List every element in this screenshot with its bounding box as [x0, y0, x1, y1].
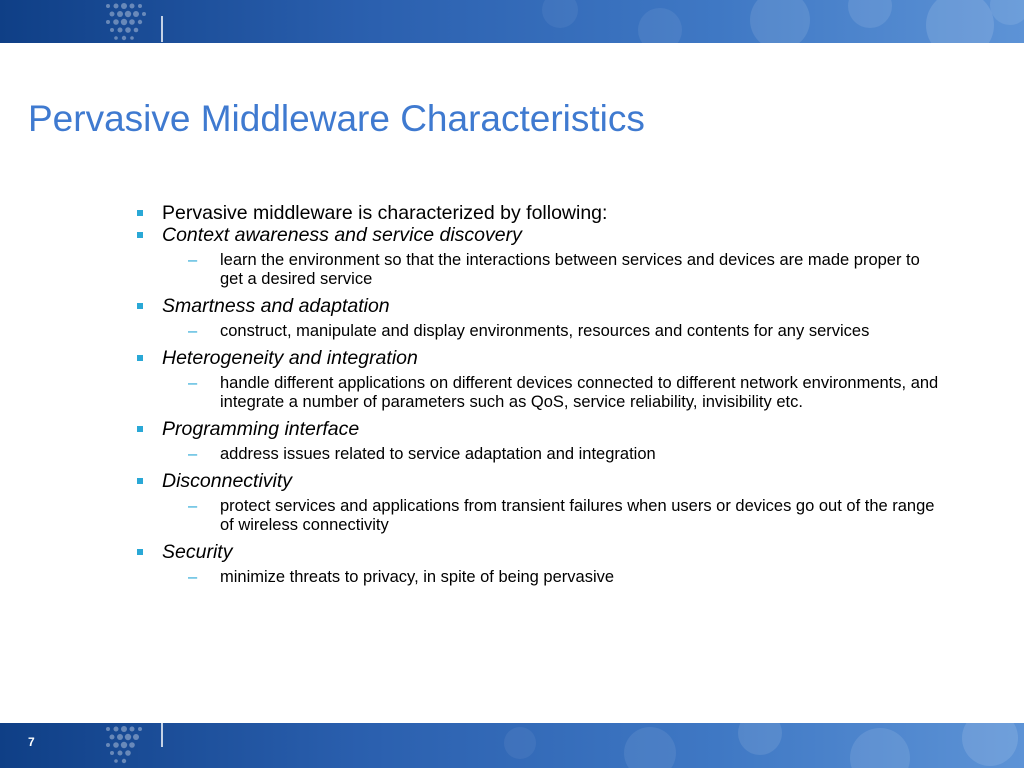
bottom-banner	[0, 723, 1024, 768]
bullet-item	[134, 295, 944, 317]
square-bullet-icon	[137, 478, 143, 484]
sub-bullet-text: handle different applications on different devices connected to different network environments, and integrate a number of parameters such as QoS, service reliability, invisibility etc.	[220, 374, 939, 411]
slide-title: Pervasive Middleware Characteristics	[28, 98, 645, 139]
sub-bullet-item	[134, 497, 944, 535]
sub-bullet-item	[134, 322, 944, 341]
dot-pattern-icon	[98, 0, 158, 43]
square-bullet-icon	[137, 355, 143, 361]
square-bullet-icon	[137, 210, 143, 216]
dash-bullet-icon: –	[188, 374, 198, 392]
sub-bullet-text: address issues related to service adaptation and integration	[220, 445, 656, 463]
bullet-text: Heterogeneity and integration	[162, 347, 418, 369]
bullet-text: Disconnectivity	[162, 470, 293, 492]
bullet-text: Context awareness and service discovery	[162, 224, 522, 246]
sub-bullet-text: protect services and applications from transient failures when users or devices go out of the range of wireless connectivity	[220, 497, 935, 534]
square-bullet-icon	[137, 232, 143, 238]
bullet-item	[134, 470, 944, 492]
sub-bullet-item	[134, 251, 944, 289]
sub-bullet-item	[134, 568, 944, 587]
sub-bullet-text: construct, manipulate and display environments, resources and contents for any services	[220, 322, 870, 340]
sub-bullet-text: minimize threats to privacy, in spite of being pervasive	[220, 568, 615, 586]
square-bullet-icon	[137, 426, 143, 432]
banner-divider	[161, 723, 163, 747]
dash-bullet-icon: –	[188, 445, 198, 463]
bullet-item	[134, 541, 944, 563]
sub-bullet-text: learn the environment so that the interactions between services and devices are made proper to get a desired service	[220, 251, 920, 288]
sub-bullet-item	[134, 445, 944, 464]
bullet-item	[134, 202, 944, 224]
bullet-item	[134, 224, 944, 246]
bullet-text: Pervasive middleware is characterized by following:	[162, 202, 608, 224]
bullet-list	[134, 202, 944, 593]
dash-bullet-icon: –	[188, 251, 198, 269]
bullet-text: Smartness and adaptation	[162, 295, 390, 317]
dot-pattern-icon	[98, 723, 158, 768]
dash-bullet-icon: –	[188, 497, 198, 515]
bullet-item	[134, 418, 944, 440]
dash-bullet-icon: –	[188, 568, 198, 586]
bullet-item	[134, 347, 944, 369]
sub-bullet-item	[134, 374, 944, 412]
banner-divider	[161, 16, 163, 42]
square-bullet-icon	[137, 303, 143, 309]
top-banner	[0, 0, 1024, 43]
bullet-text: Security	[162, 541, 233, 563]
page-number: 7	[28, 735, 35, 749]
bullet-text: Programming interface	[162, 418, 360, 440]
square-bullet-icon	[137, 549, 143, 555]
dash-bullet-icon: –	[188, 322, 198, 340]
